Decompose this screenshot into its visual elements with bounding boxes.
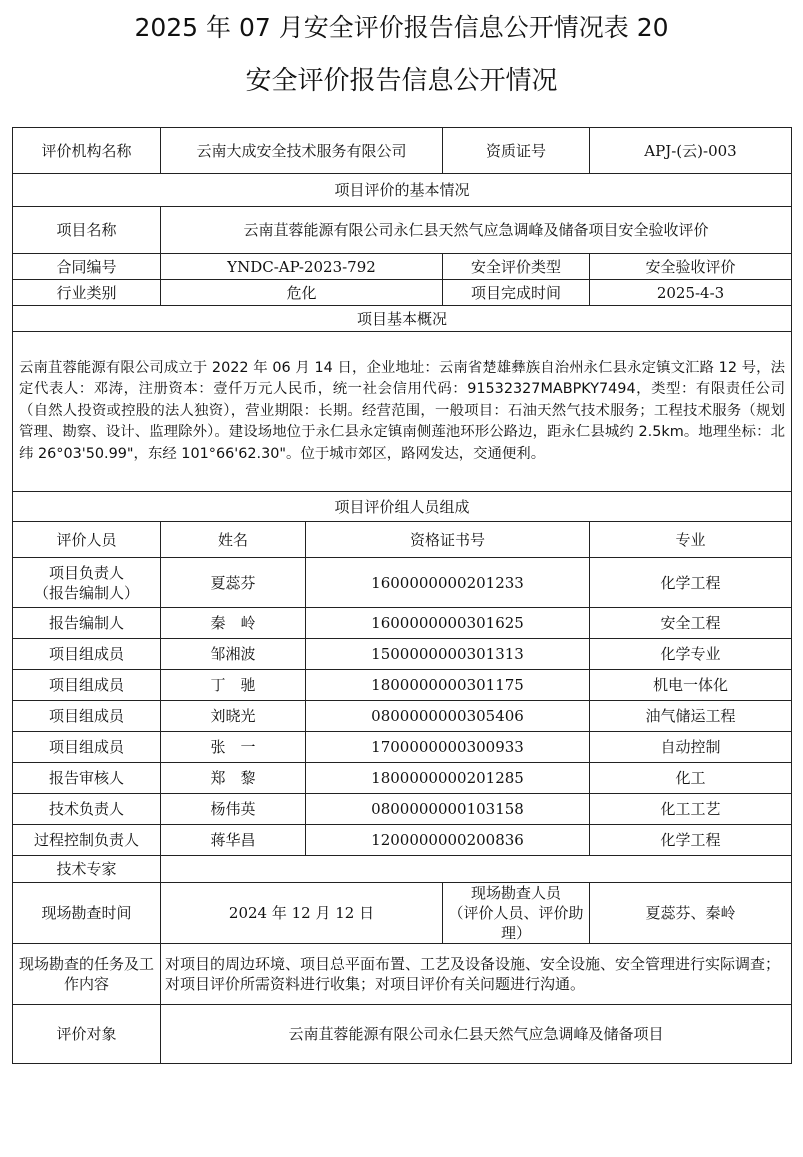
member-cert: 1600000000301625 (306, 608, 590, 639)
member-role: 项目组成员 (13, 670, 161, 701)
team-row (13, 670, 792, 701)
survey-time-label: 现场勘查时间 (13, 883, 161, 944)
member-major: 自动控制 (590, 732, 792, 763)
org-label: 评价机构名称 (13, 128, 161, 174)
member-name: 秦 岭 (161, 608, 306, 639)
document-title: 2025 年 07 月安全评价报告信息公开情况表 20 (134, 13, 669, 42)
survey-time-value: 2024 年 12 月 12 日 (161, 883, 443, 944)
contract-label: 合同编号 (13, 254, 161, 280)
team-header-role: 评价人员 (13, 522, 161, 558)
member-name: 邹湘波 (161, 639, 306, 670)
team-row (13, 825, 792, 856)
survey-staff-label: 现场勘查人员 （评价人员、评价助理） (443, 883, 590, 944)
team-header-major: 专业 (590, 522, 792, 558)
member-major: 化学专业 (590, 639, 792, 670)
member-major: 化学工程 (590, 825, 792, 856)
basic-heading: 项目评价的基本情况 (13, 174, 792, 207)
completion-label: 项目完成时间 (443, 280, 590, 306)
disclosure-table (12, 127, 792, 1064)
team-row (13, 794, 792, 825)
member-name: 郑 黎 (161, 763, 306, 794)
team-row (13, 732, 792, 763)
member-name: 刘晓光 (161, 701, 306, 732)
member-cert: 1700000000300933 (306, 732, 590, 763)
member-cert: 1200000000200836 (306, 825, 590, 856)
member-role: 项目组成员 (13, 732, 161, 763)
org-value: 云南大成安全技术服务有限公司 (161, 128, 443, 174)
contract-value: YNDC-AP-2023-792 (161, 254, 443, 280)
survey-task-label: 现场勘查的任务及工作内容 (13, 944, 161, 1005)
member-cert: 1600000000201233 (306, 558, 590, 608)
org-row (13, 128, 792, 174)
member-name: 张 一 (161, 732, 306, 763)
member-role: 过程控制负责人 (13, 825, 161, 856)
member-name: 夏蕊芬 (161, 558, 306, 608)
member-cert: 1800000000301175 (306, 670, 590, 701)
target-value: 云南苴蓉能源有限公司永仁县天然气应急调峰及储备项目 (161, 1005, 792, 1064)
overview-text: 云南苴蓉能源有限公司成立于 2022 年 06 月 14 日，企业地址：云南省楚雄彝族自治州永仁县永定镇文汇路 12 号，法定代表人：邓涛，注册资本：壹仟万元人民币，统一社会信用代码：91532327MABPKY7494，类型：有限责任公司（自然人投资或控股的法人独资），营业期限：长期。经营范围，一般项目：石油天然气技术服务；工程技术服务（规划管理、勘察、设计、监理除外）。建设场地位于永仁县永定镇南侧莲池环形公路边，距永仁县城约 2.5km。地理坐标：北纬 26°03'50.99"，东经 101°66'62.30"。位于城市郊区，路网发达，交通便利。 (13, 332, 792, 492)
team-heading: 项目评价组人员组成 (13, 492, 792, 522)
member-cert: 1800000000201285 (306, 763, 590, 794)
member-role: 项目组成员 (13, 701, 161, 732)
expert-label: 技术专家 (13, 856, 161, 883)
project-name: 云南苴蓉能源有限公司永仁县天然气应急调峰及储备项目安全验收评价 (161, 207, 792, 254)
industry-value: 危化 (161, 280, 443, 306)
target-label: 评价对象 (13, 1005, 161, 1064)
team-header-cert: 资格证书号 (306, 522, 590, 558)
team-row (13, 639, 792, 670)
team-header-row (13, 522, 792, 558)
cert-value: APJ-(云)-003 (590, 128, 792, 174)
member-major: 化学工程 (590, 558, 792, 608)
survey-task-value: 对项目的周边环境、项目总平面布置、工艺及设备设施、安全设施、安全管理进行实际调查；对项目评价所需资料进行收集；对项目评价有关问题进行沟通。 (161, 944, 792, 1005)
team-row (13, 763, 792, 794)
member-major: 化工工艺 (590, 794, 792, 825)
industry-label: 行业类别 (13, 280, 161, 306)
overview-heading: 项目基本概况 (13, 306, 792, 332)
member-name: 丁 驰 (161, 670, 306, 701)
team-row (13, 701, 792, 732)
member-cert: 1500000000301313 (306, 639, 590, 670)
member-cert: 0800000000103158 (306, 794, 590, 825)
team-header-name: 姓名 (161, 522, 306, 558)
member-major: 机电一体化 (590, 670, 792, 701)
cert-label: 资质证号 (443, 128, 590, 174)
eval-type-label: 安全评价类型 (443, 254, 590, 280)
project-name-label: 项目名称 (13, 207, 161, 254)
team-row (13, 608, 792, 639)
survey-staff-value: 夏蕊芬、秦岭 (590, 883, 792, 944)
member-major: 安全工程 (590, 608, 792, 639)
member-role: 报告编制人 (13, 608, 161, 639)
member-major: 油气储运工程 (590, 701, 792, 732)
member-role: 报告审核人 (13, 763, 161, 794)
member-cert: 0800000000305406 (306, 701, 590, 732)
member-role: 项目负责人 （报告编制人） (13, 558, 161, 608)
team-row (13, 558, 792, 608)
completion-value: 2025-4-3 (590, 280, 792, 306)
member-role: 技术负责人 (13, 794, 161, 825)
document-subtitle: 安全评价报告信息公开情况 (245, 66, 558, 96)
member-role: 项目组成员 (13, 639, 161, 670)
member-major: 化工 (590, 763, 792, 794)
member-name: 蒋华昌 (161, 825, 306, 856)
expert-value (161, 856, 792, 883)
eval-type-value: 安全验收评价 (590, 254, 792, 280)
member-name: 杨伟英 (161, 794, 306, 825)
